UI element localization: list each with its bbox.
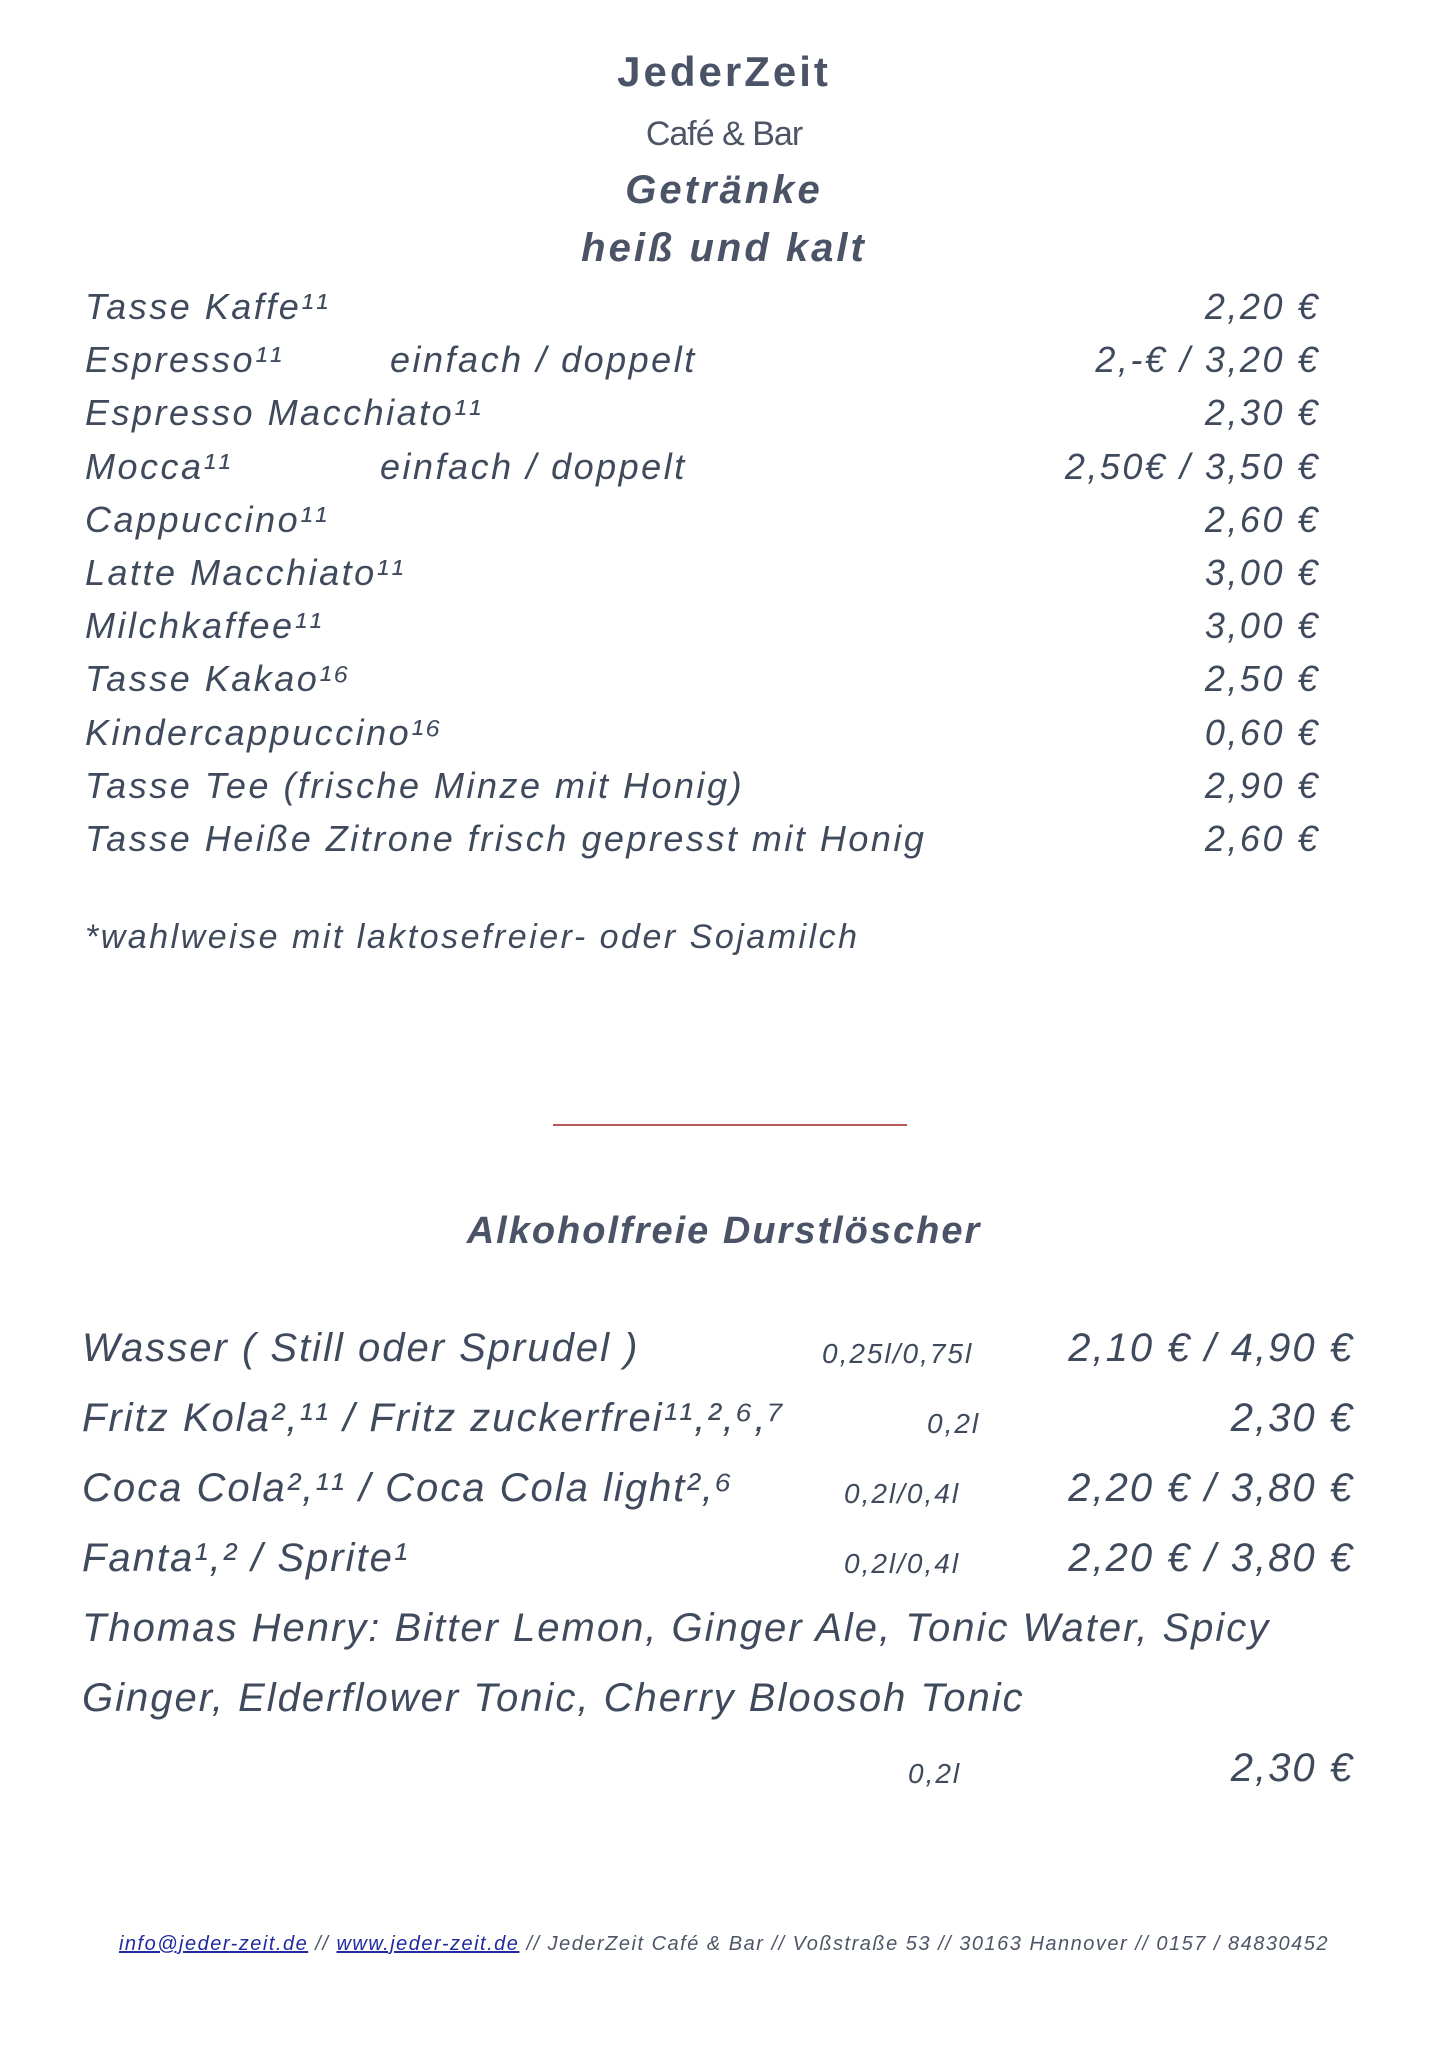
item-name: Milchkaffee¹¹ bbox=[85, 605, 324, 647]
section-title-soft-drinks: Alkoholfreie Durstlöscher bbox=[466, 1210, 982, 1252]
item-size: 0,2l/0,4l bbox=[844, 1478, 961, 1509]
hot-drinks-list bbox=[85, 280, 1320, 865]
item-name: Tasse Kakao¹⁶ bbox=[85, 658, 352, 700]
item-price: 3,00 € bbox=[1204, 605, 1320, 647]
item-variant: einfach / doppelt bbox=[390, 339, 697, 381]
email-link[interactable]: info@jeder-zeit.de bbox=[118, 1933, 309, 1955]
item-price: 2,30 € bbox=[1230, 1746, 1354, 1790]
footer-separator: // bbox=[308, 1933, 337, 1955]
item-price: 2,20 € / 3,80 € bbox=[1068, 1536, 1354, 1580]
item-price: 2,20 € / 3,80 € bbox=[1068, 1466, 1354, 1510]
section-subtitle-hot-cold: heiß und kalt bbox=[581, 226, 867, 270]
menu-item bbox=[82, 1460, 1354, 1530]
section-divider bbox=[553, 1124, 907, 1126]
menu-item bbox=[82, 1320, 1354, 1390]
item-name: Tasse Kaffe¹¹ bbox=[85, 286, 331, 327]
soft-drinks-list bbox=[82, 1320, 1354, 1810]
section-title-drinks: Getränke bbox=[625, 168, 823, 212]
item-size: 0,2l bbox=[927, 1408, 981, 1439]
item-name: Tasse Heiße Zitrone frisch gepresst mit Honig bbox=[85, 817, 927, 859]
menu-item bbox=[85, 546, 1320, 599]
item-price: 2,50€ / 3,50 € bbox=[1064, 445, 1320, 487]
item-name: Mocca¹¹ bbox=[85, 445, 233, 487]
item-name: Espresso Macchiato¹¹ bbox=[85, 392, 484, 434]
menu-item bbox=[85, 706, 1320, 759]
item-variant: einfach / doppelt bbox=[380, 445, 687, 487]
item-size: 0,25l/0,75l bbox=[822, 1338, 974, 1369]
menu-item bbox=[82, 1530, 1354, 1600]
item-price: 2,60 € bbox=[1204, 817, 1320, 859]
brand-title: JederZeit bbox=[617, 48, 831, 95]
item-price: 2,-€ / 3,20 € bbox=[1095, 339, 1320, 381]
item-name: Latte Macchiato¹¹ bbox=[85, 551, 406, 593]
item-price: 3,00 € bbox=[1204, 551, 1320, 593]
item-price: 2,60 € bbox=[1204, 498, 1320, 540]
item-name: Thomas Henry: Bitter Lemon, Ginger Ale, Tonic Water, Spicy bbox=[82, 1606, 1271, 1650]
item-size: 0,2l bbox=[908, 1758, 962, 1789]
item-name: Wasser ( Still oder Sprudel ) bbox=[82, 1326, 640, 1370]
item-price: 2,30 € bbox=[1204, 392, 1320, 434]
menu-item bbox=[85, 652, 1320, 705]
menu-item bbox=[82, 1740, 1354, 1810]
item-price: 2,50 € bbox=[1204, 658, 1320, 700]
item-name: Tasse Tee (frische Minze mit Honig) bbox=[85, 764, 745, 806]
menu-item bbox=[82, 1390, 1354, 1460]
footer-contact bbox=[0, 1933, 1448, 1956]
item-size: 0,2l/0,4l bbox=[844, 1548, 961, 1579]
item-price: 0,60 € bbox=[1204, 711, 1320, 753]
menu-item bbox=[85, 333, 1320, 386]
brand-subtitle: Café & Bar bbox=[645, 115, 803, 153]
thomas-henry-line-2 bbox=[82, 1670, 1354, 1740]
item-name: Fritz Kola²,¹¹ / Fritz zuckerfrei¹¹,²,⁶,⁷ bbox=[82, 1396, 785, 1440]
item-price: 2,30 € bbox=[1230, 1396, 1354, 1440]
menu-item bbox=[85, 493, 1320, 546]
item-name-continued: Ginger, Elderflower Tonic, Cherry Bloosoh Tonic bbox=[82, 1676, 1025, 1720]
milk-note: *wahlweise mit laktosefreier- oder Sojamilch bbox=[85, 918, 860, 956]
menu-item bbox=[85, 440, 1320, 493]
item-name: Cappuccino¹¹ bbox=[85, 498, 330, 540]
item-name: Espresso¹¹ bbox=[85, 339, 285, 381]
item-name: Fanta¹,² / Sprite¹ bbox=[82, 1536, 410, 1580]
item-name: Kindercappuccino¹⁶ bbox=[85, 711, 444, 753]
website-link[interactable]: www.jeder-zeit.de bbox=[336, 1933, 520, 1955]
menu-item bbox=[85, 386, 1320, 439]
item-price: 2,90 € bbox=[1204, 764, 1320, 806]
item-name: Coca Cola²,¹¹ / Coca Cola light²,⁶ bbox=[82, 1466, 734, 1510]
item-price: 2,10 € / 4,90 € bbox=[1068, 1326, 1354, 1370]
menu-item bbox=[85, 812, 1320, 865]
thomas-henry-line-1 bbox=[82, 1600, 1354, 1670]
menu-item bbox=[85, 280, 1320, 333]
footer-address: // JederZeit Café & Bar // Voßstraße 53 // 30163 Hannover // 0157 / 84830452 bbox=[519, 1933, 1330, 1955]
menu-item bbox=[85, 759, 1320, 812]
menu-item bbox=[85, 599, 1320, 652]
item-price: 2,20 € bbox=[1204, 286, 1320, 327]
